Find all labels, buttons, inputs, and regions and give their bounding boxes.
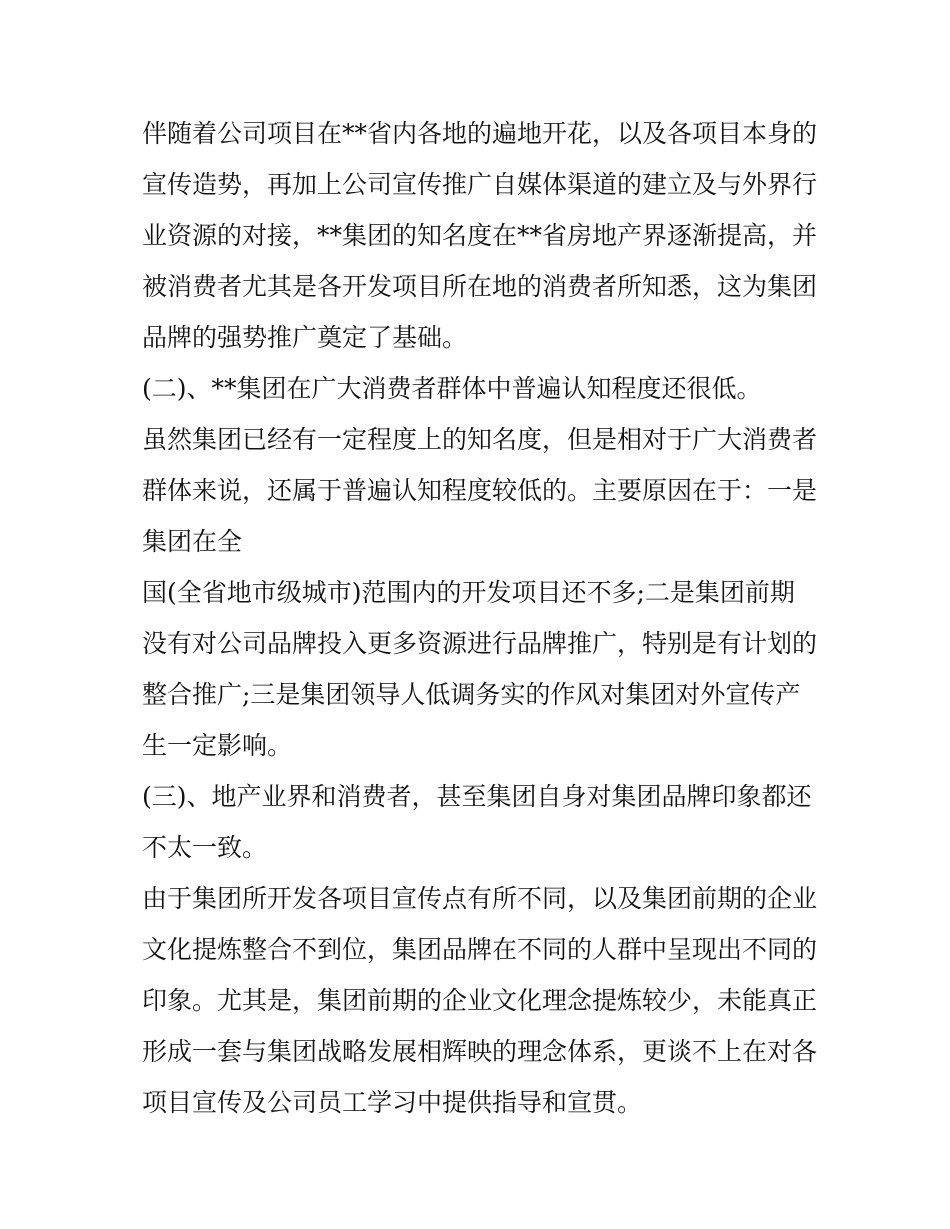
section-heading-3: (三)、地产业界和消费者，甚至集团自身对集团品牌印象都还 <box>142 782 812 811</box>
text-line: 集团在全 <box>142 527 243 556</box>
text-line: 群体来说，还属于普遍认知程度较低的。主要原因在于：一是 <box>142 476 818 505</box>
text-line: 整合推广;三是集团领导人低调务实的作风对集团对外宣传产 <box>142 680 801 709</box>
text-line: 不太一致。 <box>142 833 268 862</box>
text-line: 印象。尤其是，集团前期的企业文化理念提炼较少，未能真正 <box>142 986 818 1015</box>
text-line: 没有对公司品牌投入更多资源进行品牌推广，特别是有计划的 <box>142 629 818 658</box>
document-body <box>142 108 818 1128</box>
text-line: 文化提炼整合不到位，集团品牌在不同的人群中呈现出不同的 <box>142 935 818 964</box>
text-line: 由于集团所开发各项目宣传点有所不同，以及集团前期的企业 <box>142 884 818 913</box>
text-line: 生一定影响。 <box>142 731 293 760</box>
section-heading-2: (二)、**集团在广大消费者群体中普遍认知程度还很低。 <box>142 374 762 403</box>
text-line: 虽然集团已经有一定程度上的知名度，但是相对于广大消费者 <box>142 425 818 454</box>
text-line: 伴随着公司项目在**省内各地的遍地开花，以及各项目本身的 <box>142 119 818 148</box>
text-line: 形成一套与集团战略发展相辉映的理念体系，更谈不上在对各 <box>142 1037 818 1066</box>
text-line: 业资源的对接，**集团的知名度在**省房地产界逐渐提高，并 <box>142 221 818 250</box>
text-line: 国(全省地市级城市)范围内的开发项目还不多;二是集团前期 <box>142 578 795 607</box>
text-line: 品牌的强势推广奠定了基础。 <box>142 323 468 352</box>
text-line: 被消费者尤其是各开发项目所在地的消费者所知悉，这为集团 <box>142 272 818 301</box>
text-line: 宣传造势，再加上公司宣传推广自媒体渠道的建立及与外界行 <box>142 170 818 199</box>
text-line: 项目宣传及公司员工学习中提供指导和宣贯。 <box>142 1088 643 1117</box>
